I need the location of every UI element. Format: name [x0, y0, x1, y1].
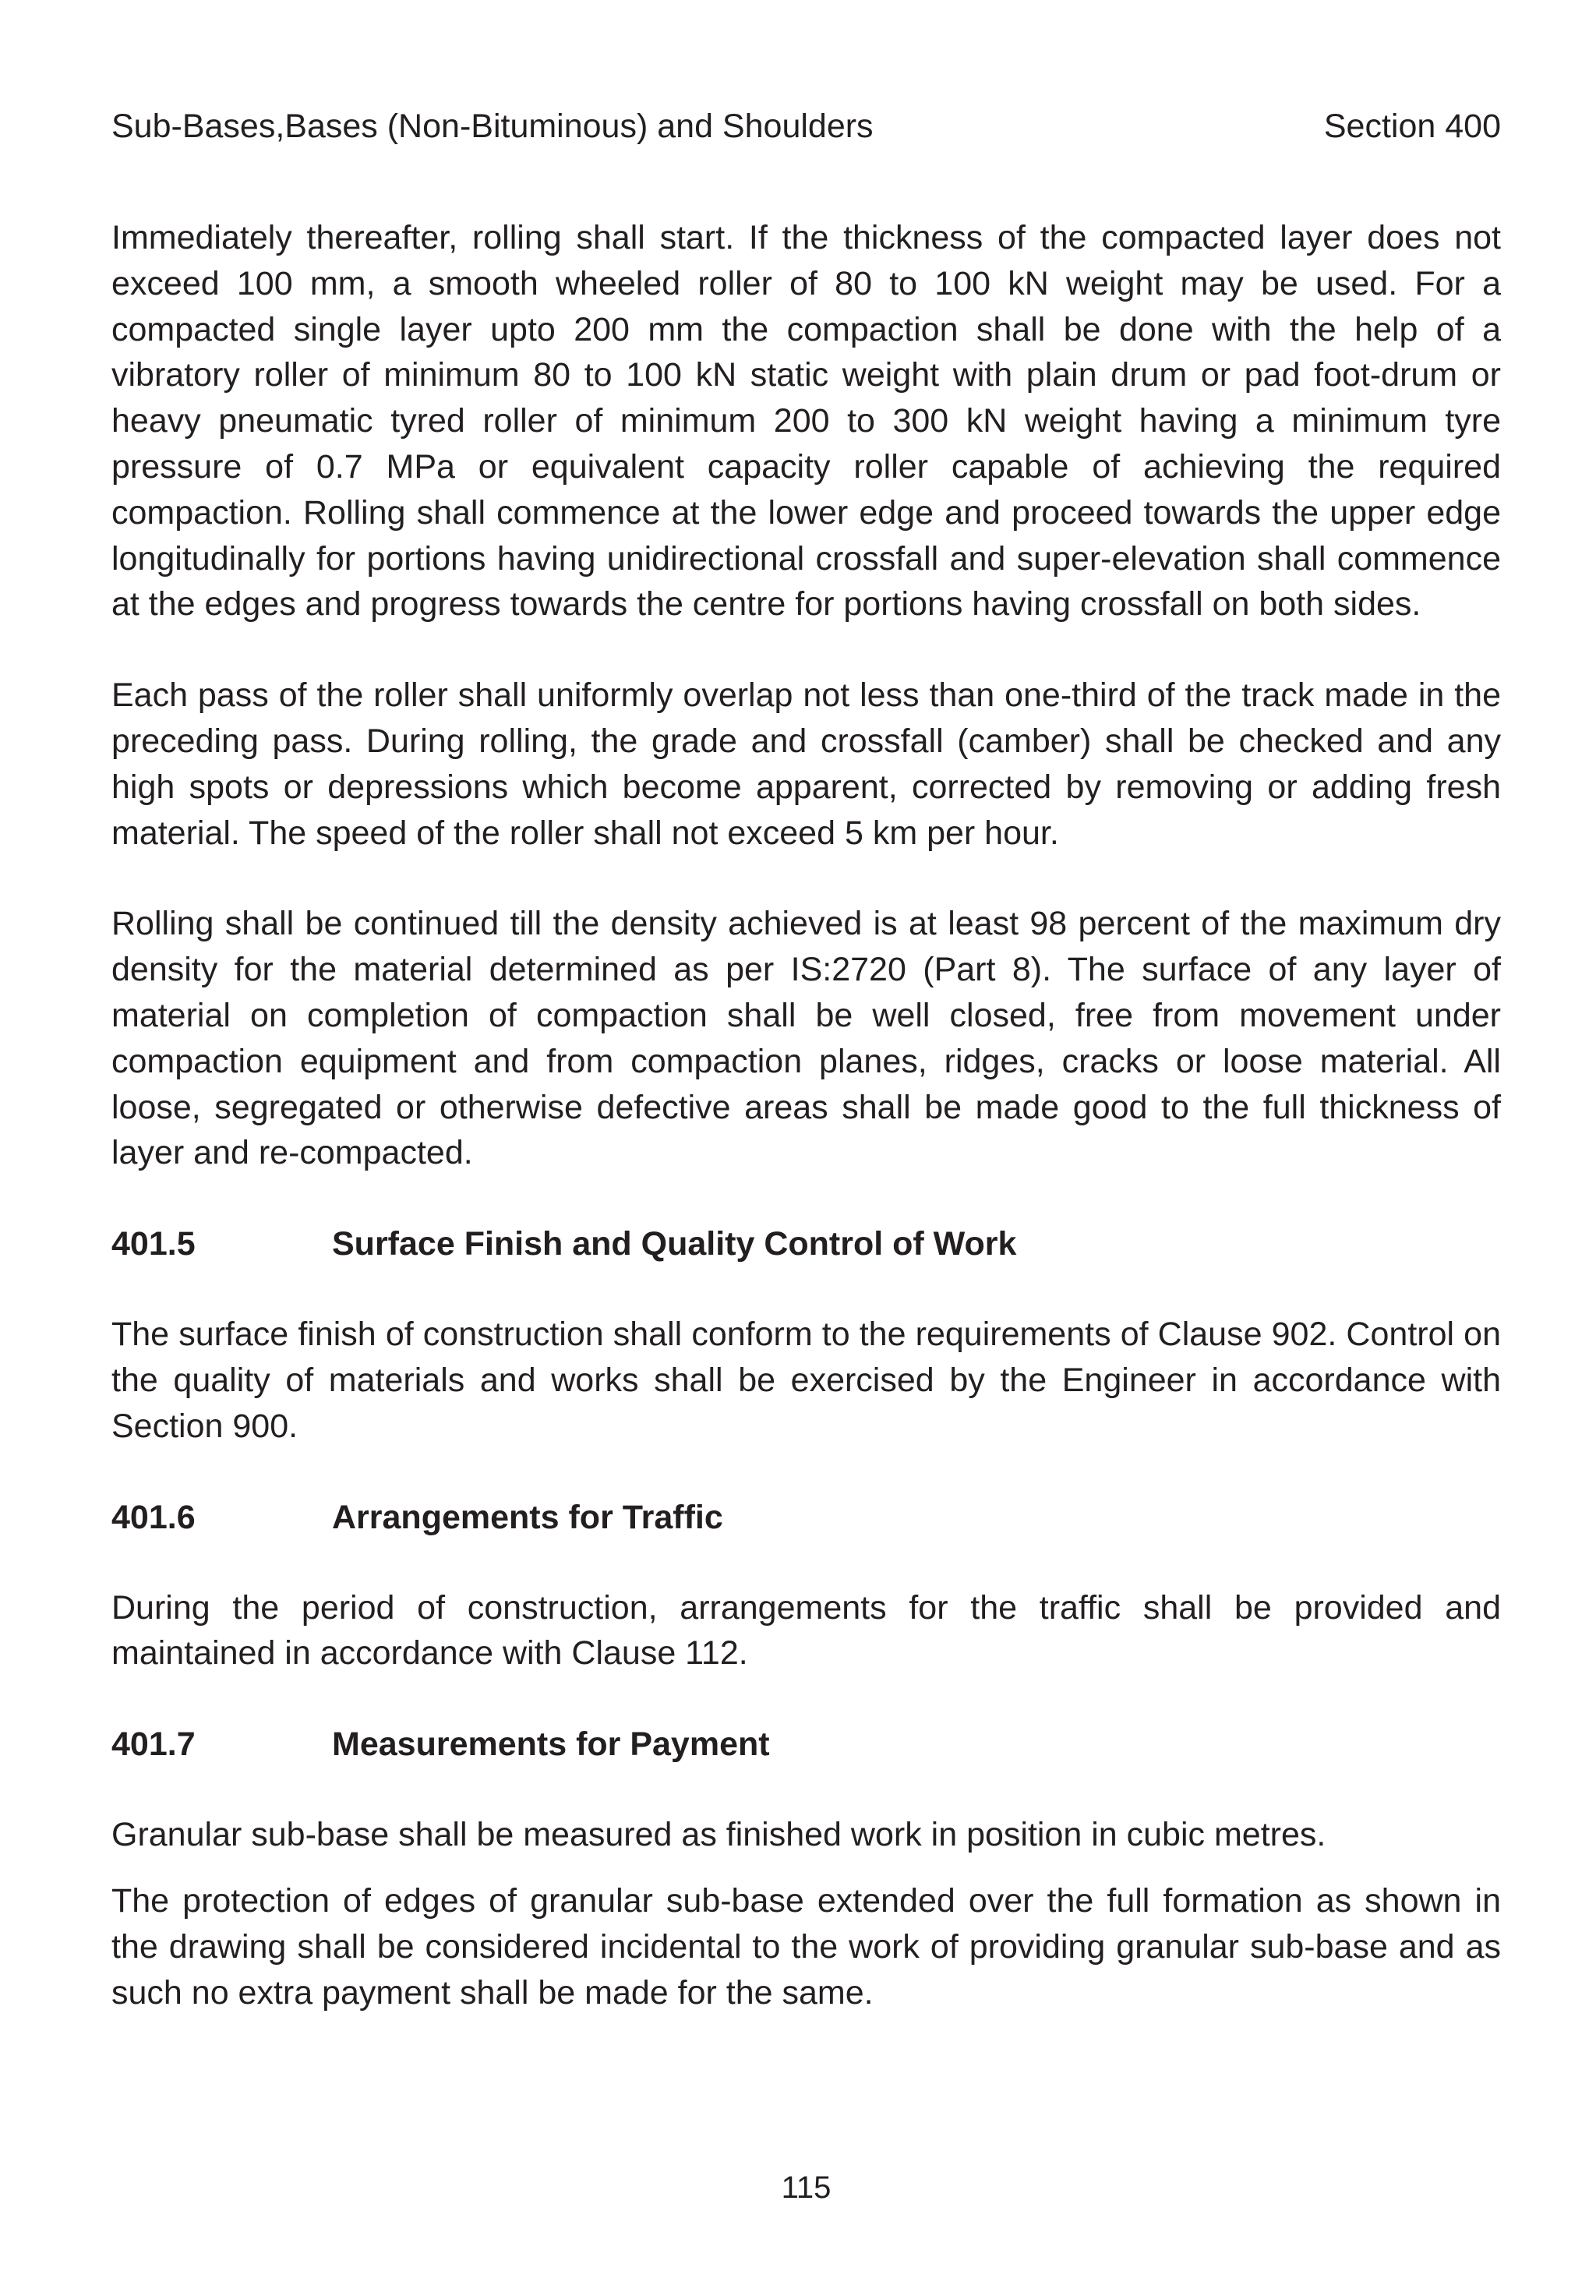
section-title: Measurements for Payment: [332, 1726, 770, 1764]
section-title: Surface Finish and Quality Control of Work: [332, 1225, 1017, 1263]
header-section: Section 400: [1323, 108, 1501, 145]
paragraph-roller-pass: Each pass of the roller shall uniformly overlap not less than one-third of the track made in the preceding pass. During rolling, the grade and crossfall (camber) shall be checked and any high spots or depressions which become apparent, corrected by removing or adding fresh material. The speed of the roller shall not exceed 5 km per hour.: [111, 676, 1501, 852]
paragraph-density: Rolling shall be continued till the density achieved is at least 98 percent of the maximum dry density for the material determined as per IS:2720 (Part 8). The surface of any layer of material on completion of compaction shall be well closed, free from movement under compaction equipment and from compaction planes, ridges, cracks or loose material. All loose, segregated or otherwise defective areas shall be made good to the full thickness of layer and re-compacted.: [111, 905, 1501, 1172]
section-heading-401-6: [111, 1495, 1501, 1540]
paragraph-surface-finish: The surface finish of construction shall conform to the requirements of Clause 902. Control on the quality of materials and works shall be exercised by the Engineer in accordance with Section 900.: [111, 1316, 1501, 1445]
page-number: 115: [781, 2171, 832, 2205]
section-heading-401-5: [111, 1221, 1501, 1266]
body-text: [111, 215, 1501, 2061]
running-header: [111, 106, 1501, 147]
section-number: 401.5: [111, 1225, 196, 1263]
header-title: Sub-Bases,Bases (Non-Bituminous) and Shoulders: [111, 108, 874, 145]
section-heading-401-7: [111, 1722, 1501, 1767]
paragraph-rolling: Immediately thereafter, rolling shall start. If the thickness of the compacted layer does not exceed 100 mm, a smooth wheeled roller of 80 to 100 kN weight may be used. For a compacted single layer upto 200 mm the compaction shall be done with the help of a vibratory roller of minimum 80 to 100 kN static weight with plain drum or pad foot-drum or heavy pneumatic tyred roller of minimum 200 to 300 kN weight having a minimum tyre pressure of 0.7 MPa or equivalent capacity roller capable of achieving the required compaction. Rolling shall commence at the lower edge and proceed towards the upper edge longitudinally for portions having unidirectional crossfall and super-elevation shall commence at the edges and progress towards the centre for portions having crossfall on both sides.: [111, 219, 1501, 623]
paragraph-edge-protection: The protection of edges of granular sub-base extended over the full formation as shown in the drawing shall be considered incidental to the work of providing granular sub-base and as such no extra payment shall be made for the same.: [111, 1881, 1501, 2012]
section-number: 401.6: [111, 1498, 196, 1536]
paragraph-traffic: During the period of construction, arrangements for the traffic shall be provided and maintained in accordance with Clause 112.: [111, 1588, 1501, 1673]
paragraph-measurement: Granular sub-base shall be measured as finished work in position in cubic metres.: [111, 1816, 1326, 1854]
section-title: Arrangements for Traffic: [332, 1498, 723, 1536]
section-number: 401.7: [111, 1726, 196, 1764]
